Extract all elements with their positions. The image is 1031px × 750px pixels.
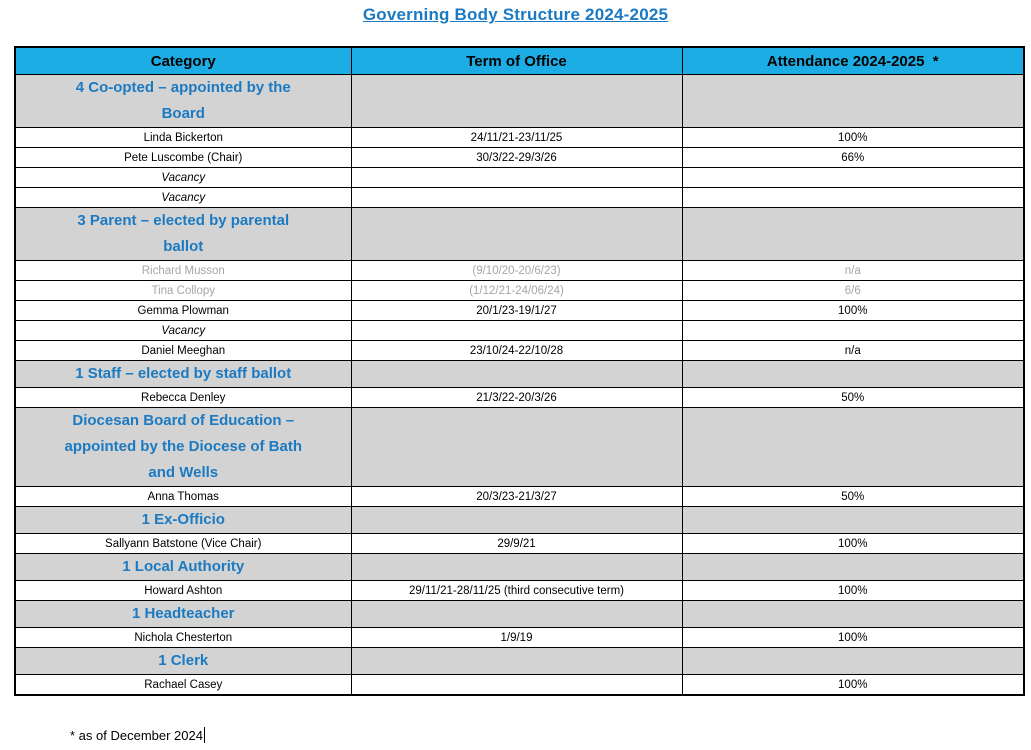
section-row <box>15 361 1024 388</box>
cell-term <box>351 648 682 675</box>
table-row <box>15 675 1024 696</box>
cell-attendance: 100% <box>682 128 1024 148</box>
text-caret <box>204 727 205 743</box>
cell-category: Linda Bickerton <box>15 128 351 148</box>
table-row <box>15 261 1024 281</box>
cell-category: 1 Ex-Officio <box>15 507 351 534</box>
cell-attendance: 50% <box>682 388 1024 408</box>
cell-attendance: n/a <box>682 341 1024 361</box>
cell-attendance: 100% <box>682 534 1024 554</box>
cell-category: Nichola Chesterton <box>15 628 351 648</box>
cell-term: 20/1/23-19/1/27 <box>351 301 682 321</box>
table-body <box>15 75 1024 696</box>
cell-term: (1/12/21-24/06/24) <box>351 281 682 301</box>
cell-term: 23/10/24-22/10/28 <box>351 341 682 361</box>
column-header-attendance: Attendance 2024-2025 * <box>682 47 1024 75</box>
cell-term: 24/11/21-23/11/25 <box>351 128 682 148</box>
cell-category: Daniel Meeghan <box>15 341 351 361</box>
table-row <box>15 487 1024 507</box>
cell-category: Gemma Plowman <box>15 301 351 321</box>
cell-term <box>351 507 682 534</box>
cell-term: 30/3/22-29/3/26 <box>351 148 682 168</box>
table-row <box>15 281 1024 301</box>
cell-term: 29/9/21 <box>351 534 682 554</box>
column-header-term-of-office: Term of Office <box>351 47 682 75</box>
cell-category: Richard Musson <box>15 261 351 281</box>
cell-attendance: 100% <box>682 675 1024 696</box>
cell-attendance: 100% <box>682 301 1024 321</box>
cell-term <box>351 408 682 487</box>
section-row <box>15 75 1024 128</box>
section-row <box>15 601 1024 628</box>
cell-category: 1 Headteacher <box>15 601 351 628</box>
cell-term: (9/10/20-20/6/23) <box>351 261 682 281</box>
cell-attendance <box>682 361 1024 388</box>
table-row <box>15 128 1024 148</box>
cell-category: Vacancy <box>15 321 351 341</box>
table-row <box>15 534 1024 554</box>
cell-category: 1 Clerk <box>15 648 351 675</box>
cell-term <box>351 188 682 208</box>
cell-attendance <box>682 75 1024 128</box>
table-row <box>15 388 1024 408</box>
table-row <box>15 581 1024 601</box>
cell-category: 1 Local Authority <box>15 554 351 581</box>
cell-term: 1/9/19 <box>351 628 682 648</box>
cell-attendance <box>682 648 1024 675</box>
table-row <box>15 168 1024 188</box>
cell-term <box>351 361 682 388</box>
cell-attendance <box>682 554 1024 581</box>
cell-attendance <box>682 208 1024 261</box>
cell-category: Vacancy <box>15 168 351 188</box>
cell-attendance <box>682 168 1024 188</box>
cell-category: Diocesan Board of Education – appointed by the Diocese of Bath and Wells <box>15 408 351 487</box>
cell-category: Vacancy <box>15 188 351 208</box>
table-row <box>15 341 1024 361</box>
cell-attendance: 50% <box>682 487 1024 507</box>
cell-category: Tina Collopy <box>15 281 351 301</box>
cell-category: Sallyann Batstone (Vice Chair) <box>15 534 351 554</box>
table-row <box>15 188 1024 208</box>
table-row <box>15 321 1024 341</box>
cell-category: Rachael Casey <box>15 675 351 696</box>
cell-term <box>351 675 682 696</box>
cell-attendance <box>682 188 1024 208</box>
cell-attendance: 6/6 <box>682 281 1024 301</box>
cell-category: 3 Parent – elected by parental ballot <box>15 208 351 261</box>
cell-category: Anna Thomas <box>15 487 351 507</box>
cell-attendance: n/a <box>682 261 1024 281</box>
table-row <box>15 628 1024 648</box>
cell-term <box>351 554 682 581</box>
cell-attendance <box>682 408 1024 487</box>
footnote <box>70 727 205 743</box>
cell-category: Rebecca Denley <box>15 388 351 408</box>
footnote-text: * as of December 2024 <box>70 728 203 743</box>
cell-term <box>351 75 682 128</box>
cell-term: 29/11/21-28/11/25 (third consecutive term) <box>351 581 682 601</box>
table-row <box>15 148 1024 168</box>
cell-attendance <box>682 321 1024 341</box>
cell-term <box>351 168 682 188</box>
cell-term: 21/3/22-20/3/26 <box>351 388 682 408</box>
cell-attendance <box>682 601 1024 628</box>
cell-term: 20/3/23-21/3/27 <box>351 487 682 507</box>
cell-attendance: 100% <box>682 581 1024 601</box>
section-row <box>15 208 1024 261</box>
column-header-category: Category <box>15 47 351 75</box>
cell-category: 1 Staff – elected by staff ballot <box>15 361 351 388</box>
cell-term <box>351 321 682 341</box>
section-row <box>15 507 1024 534</box>
section-row <box>15 554 1024 581</box>
section-row <box>15 648 1024 675</box>
cell-term <box>351 208 682 261</box>
table-header-row <box>15 47 1024 75</box>
page-title: Governing Body Structure 2024-2025 <box>362 5 669 24</box>
cell-attendance <box>682 507 1024 534</box>
cell-category: Pete Luscombe (Chair) <box>15 148 351 168</box>
cell-term <box>351 601 682 628</box>
cell-attendance: 66% <box>682 148 1024 168</box>
governing-body-table <box>14 46 1025 696</box>
cell-attendance: 100% <box>682 628 1024 648</box>
cell-category: 4 Co-opted – appointed by the Board <box>15 75 351 128</box>
cell-category: Howard Ashton <box>15 581 351 601</box>
section-row <box>15 408 1024 487</box>
table-row <box>15 301 1024 321</box>
